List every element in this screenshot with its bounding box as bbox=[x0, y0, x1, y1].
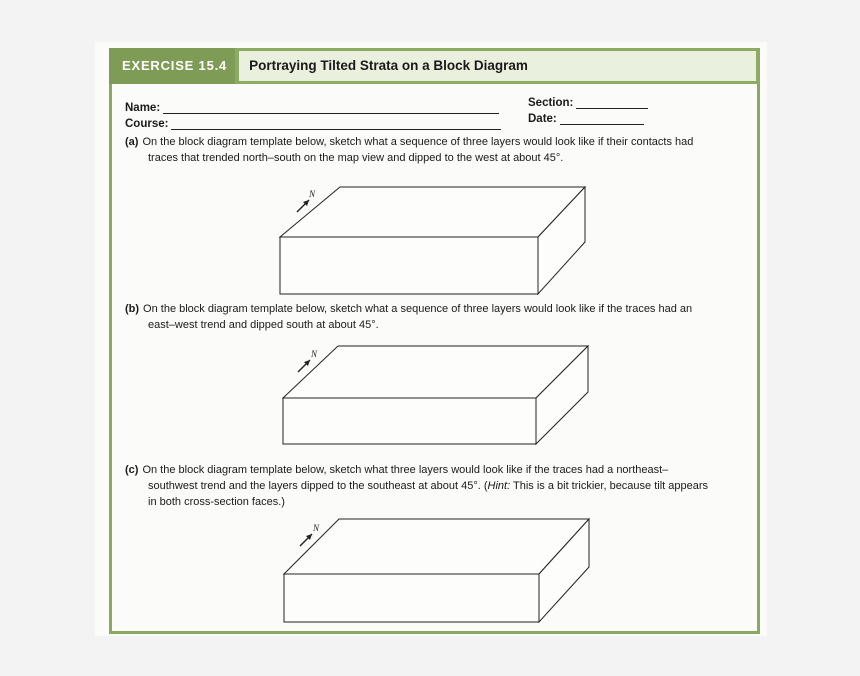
question-b-label: (b) bbox=[125, 303, 140, 315]
worksheet-page bbox=[95, 42, 767, 636]
block-a-top-face bbox=[280, 187, 585, 237]
question-a-line2: traces that trended north–south on the map view and dipped to the west at about 45°. bbox=[148, 152, 564, 164]
question-a-label: (a) bbox=[125, 136, 139, 148]
question-a-line1: On the block diagram template below, sketch what a sequence of three layers would look like if their contacts had bbox=[142, 136, 694, 148]
block-b-top-face bbox=[283, 346, 588, 398]
question-c-hint: Hint: bbox=[487, 480, 511, 492]
question-a bbox=[125, 134, 735, 166]
north-label-c: N bbox=[313, 523, 320, 533]
section-label: Section: bbox=[528, 97, 574, 109]
question-c-line2b: This is a bit trickier, because tilt appears bbox=[510, 480, 709, 492]
section-field[interactable] bbox=[528, 97, 648, 109]
question-b-line2: east–west trend and dipped south at about 45°. bbox=[148, 319, 379, 331]
question-c-label: (c) bbox=[125, 464, 139, 476]
name-label: Name: bbox=[125, 102, 161, 114]
course-line[interactable] bbox=[171, 129, 501, 130]
block-diagram-c bbox=[279, 514, 599, 629]
block-b-front-face bbox=[283, 398, 536, 444]
date-label: Date: bbox=[528, 113, 557, 125]
block-a-front-face bbox=[280, 237, 538, 294]
block-c-front-face bbox=[284, 574, 539, 622]
block-c-top-face bbox=[284, 519, 589, 574]
name-field[interactable] bbox=[125, 102, 499, 114]
course-label: Course: bbox=[125, 118, 169, 130]
north-label-a: N bbox=[309, 189, 316, 199]
question-c-line1: On the block diagram template below, sketch what three layers would look like if the traces had a northeast– bbox=[142, 464, 669, 476]
question-c-line2 bbox=[125, 478, 735, 494]
exercise-header bbox=[109, 48, 760, 84]
question-b bbox=[125, 301, 735, 333]
course-field[interactable] bbox=[125, 118, 501, 130]
section-line[interactable] bbox=[576, 108, 648, 109]
block-diagram-a bbox=[275, 182, 595, 302]
exercise-title: Portraying Tilted Strata on a Block Diagram bbox=[239, 51, 756, 81]
date-field[interactable] bbox=[528, 113, 644, 125]
question-c-line3: in both cross-section faces.) bbox=[148, 496, 285, 508]
question-c-line2a: southwest trend and the layers dipped to the southeast at about 45°. ( bbox=[148, 480, 488, 492]
north-label-b: N bbox=[311, 349, 318, 359]
question-b-line1: On the block diagram template below, sketch what a sequence of three layers would look like if the traces had an bbox=[143, 303, 693, 315]
date-line[interactable] bbox=[560, 124, 644, 125]
question-c bbox=[125, 462, 735, 510]
exercise-label: EXERCISE 15.4 bbox=[109, 48, 235, 84]
block-diagram-b bbox=[278, 341, 598, 451]
name-line[interactable] bbox=[163, 113, 499, 114]
